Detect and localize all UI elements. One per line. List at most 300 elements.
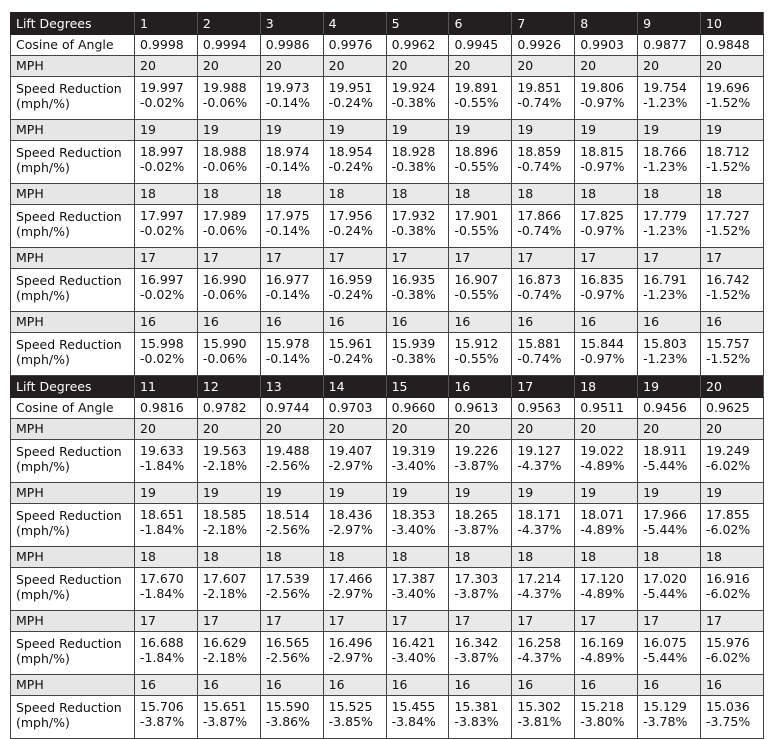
mph-value-cell: 20 — [260, 56, 323, 77]
reduction-percent-value: -0.06% — [202, 95, 248, 110]
reduced-speed-value: 15.525 — [328, 699, 373, 714]
reduced-speed-value: 16.959 — [328, 272, 373, 287]
speed-reduction-cell — [197, 696, 260, 739]
mph-value-cell: 19 — [638, 483, 701, 504]
reduced-speed-value: 17.901 — [454, 208, 499, 223]
speed-reduction-cell — [197, 568, 260, 611]
speed-reduction-cell — [512, 504, 575, 547]
mph-value-cell: 17 — [512, 248, 575, 269]
mph-value-cell: 18 — [260, 547, 323, 568]
reduced-speed-value: 15.381 — [454, 699, 499, 714]
speed-reduction-cell — [386, 696, 449, 739]
mph-row — [11, 483, 764, 504]
mph-value-cell: 19 — [197, 483, 260, 504]
speed-reduction-cell — [260, 205, 323, 248]
reduction-percent-value: -1.52% — [706, 159, 751, 174]
mph-label: MPH — [11, 248, 135, 269]
reduction-percent-value: -0.97% — [580, 95, 625, 110]
speed-reduction-table-wrapper — [10, 12, 764, 739]
reduced-speed-value: 15.455 — [391, 699, 436, 714]
speed-reduction-cell — [512, 696, 575, 739]
reduced-speed-value: 19.633 — [140, 443, 184, 458]
mph-value-cell: 20 — [135, 56, 198, 77]
reduction-percent-value: -3.40% — [391, 650, 436, 665]
reduction-percent-value: -1.52% — [706, 223, 751, 238]
mph-value-cell: 18 — [260, 184, 323, 205]
speed-reduction-row — [11, 77, 764, 120]
mph-label: MPH — [11, 184, 135, 205]
reduction-percent-value: -2.18% — [202, 650, 248, 665]
speed-reduction-cell — [197, 141, 260, 184]
reduction-percent-value: -3.87% — [454, 586, 499, 601]
speed-reduction-cell — [449, 504, 512, 547]
reduced-speed-value: 19.997 — [140, 80, 184, 95]
mph-value-cell: 18 — [135, 184, 198, 205]
mph-value-cell: 16 — [197, 675, 260, 696]
reduction-percent-value: -3.78% — [643, 714, 688, 729]
speed-reduction-row — [11, 269, 764, 312]
speed-reduction-cell — [638, 77, 701, 120]
reduction-percent-value: -3.87% — [140, 714, 185, 729]
reduced-speed-value: 18.954 — [328, 144, 373, 159]
reduction-percent-value: -0.97% — [580, 351, 625, 366]
reduced-speed-value: 15.590 — [265, 699, 310, 714]
cosine-value-cell: 0.9816 — [135, 398, 198, 419]
reduced-speed-value: 18.651 — [140, 507, 184, 522]
degree-header-cell: 16 — [449, 376, 512, 398]
reduction-percent-value: -3.87% — [454, 458, 499, 473]
speed-reduction-cell — [323, 269, 386, 312]
speed-reduction-label-line: Speed Reduction — [16, 572, 122, 587]
mph-value-cell: 18 — [197, 184, 260, 205]
cosine-value-cell: 0.9625 — [701, 398, 764, 419]
mph-value-cell: 19 — [260, 483, 323, 504]
speed-reduction-label-line: (mph/%) — [16, 459, 70, 474]
reduced-speed-value: 15.129 — [643, 699, 687, 714]
reduction-percent-value: -2.97% — [328, 522, 373, 537]
mph-value-cell: 19 — [512, 483, 575, 504]
mph-value-cell: 17 — [701, 611, 764, 632]
degree-header-cell: 1 — [135, 13, 198, 35]
reduction-percent-value: -3.83% — [454, 714, 499, 729]
degree-header-cell: 3 — [260, 13, 323, 35]
speed-reduction-label-line: (mph/%) — [16, 352, 70, 367]
mph-value-cell: 20 — [575, 419, 638, 440]
degree-header-cell: 18 — [575, 376, 638, 398]
cosine-value-cell: 0.9998 — [135, 35, 198, 56]
speed-reduction-cell — [323, 440, 386, 483]
reduced-speed-value: 16.629 — [202, 635, 247, 650]
degree-header-cell: 9 — [638, 13, 701, 35]
mph-value-cell: 19 — [449, 483, 512, 504]
reduced-speed-value: 16.791 — [643, 272, 687, 287]
mph-value-cell: 17 — [449, 611, 512, 632]
speed-reduction-cell — [135, 205, 198, 248]
cosine-value-cell: 0.9511 — [575, 398, 638, 419]
speed-reduction-cell — [197, 333, 260, 376]
mph-value-cell: 18 — [575, 547, 638, 568]
speed-reduction-cell — [323, 504, 386, 547]
reduced-speed-value: 15.939 — [391, 336, 436, 351]
mph-value-cell: 17 — [135, 248, 198, 269]
reduced-speed-value: 17.975 — [265, 208, 310, 223]
reduction-percent-value: -5.44% — [643, 586, 688, 601]
mph-value-cell: 18 — [512, 547, 575, 568]
speed-reduction-label-line: Speed Reduction — [16, 700, 122, 715]
reduced-speed-value: 16.496 — [328, 635, 373, 650]
speed-reduction-row — [11, 333, 764, 376]
mph-value-cell: 20 — [386, 419, 449, 440]
mph-value-cell: 19 — [197, 120, 260, 141]
mph-value-cell: 18 — [386, 547, 449, 568]
reduced-speed-value: 17.779 — [643, 208, 687, 223]
reduction-percent-value: -2.18% — [202, 522, 248, 537]
speed-reduction-label — [11, 696, 135, 739]
mph-row — [11, 419, 764, 440]
degree-header-cell: 2 — [197, 13, 260, 35]
reduced-speed-value: 16.835 — [580, 272, 624, 287]
reduced-speed-value: 15.881 — [517, 336, 562, 351]
degree-header-cell: 19 — [638, 376, 701, 398]
reduced-speed-value: 19.226 — [454, 443, 499, 458]
mph-value-cell: 16 — [386, 675, 449, 696]
reduced-speed-value: 19.754 — [643, 80, 687, 95]
speed-reduction-label-line: (mph/%) — [16, 224, 70, 239]
reduced-speed-value: 19.851 — [517, 80, 562, 95]
reduced-speed-value: 15.218 — [580, 699, 624, 714]
speed-reduction-label-line: Speed Reduction — [16, 636, 122, 651]
reduced-speed-value: 18.928 — [391, 144, 436, 159]
speed-reduction-label — [11, 269, 135, 312]
mph-label: MPH — [11, 312, 135, 333]
reduced-speed-value: 15.990 — [202, 336, 247, 351]
cosine-value-cell: 0.9926 — [512, 35, 575, 56]
speed-reduction-cell — [386, 568, 449, 611]
speed-reduction-cell — [323, 77, 386, 120]
speed-reduction-cell — [135, 696, 198, 739]
speed-reduction-cell — [575, 205, 638, 248]
speed-reduction-cell — [701, 440, 764, 483]
speed-reduction-cell — [135, 141, 198, 184]
reduced-speed-value: 16.873 — [517, 272, 562, 287]
mph-row — [11, 547, 764, 568]
speed-reduction-label-line: Speed Reduction — [16, 508, 122, 523]
speed-reduction-cell — [323, 632, 386, 675]
speed-reduction-label — [11, 504, 135, 547]
mph-value-cell: 20 — [449, 56, 512, 77]
speed-reduction-cell — [323, 696, 386, 739]
cosine-value-cell: 0.9744 — [260, 398, 323, 419]
reduction-percent-value: -1.52% — [706, 351, 751, 366]
reduction-percent-value: -0.74% — [517, 351, 562, 366]
reduced-speed-value: 16.342 — [454, 635, 499, 650]
mph-value-cell: 16 — [701, 312, 764, 333]
cosine-value-cell: 0.9703 — [323, 398, 386, 419]
speed-reduction-cell — [575, 333, 638, 376]
reduced-speed-value: 19.806 — [580, 80, 624, 95]
cosine-value-cell: 0.9877 — [638, 35, 701, 56]
mph-label: MPH — [11, 56, 135, 77]
reduction-percent-value: -3.75% — [706, 714, 751, 729]
cosine-value-cell: 0.9945 — [449, 35, 512, 56]
cosine-value-cell: 0.9613 — [449, 398, 512, 419]
reduced-speed-value: 16.421 — [391, 635, 436, 650]
reduced-speed-value: 15.302 — [517, 699, 562, 714]
speed-reduction-cell — [512, 205, 575, 248]
speed-reduction-cell — [575, 504, 638, 547]
mph-value-cell: 17 — [386, 248, 449, 269]
speed-reduction-cell — [638, 440, 701, 483]
speed-reduction-cell — [449, 205, 512, 248]
speed-reduction-cell — [386, 440, 449, 483]
reduction-percent-value: -0.74% — [517, 159, 562, 174]
reduced-speed-value: 18.071 — [580, 507, 624, 522]
reduced-speed-value: 18.171 — [517, 507, 562, 522]
mph-value-cell: 20 — [323, 419, 386, 440]
mph-value-cell: 20 — [323, 56, 386, 77]
speed-reduction-cell — [135, 77, 198, 120]
speed-reduction-row — [11, 632, 764, 675]
mph-value-cell: 18 — [575, 184, 638, 205]
speed-reduction-cell — [135, 504, 198, 547]
reduced-speed-value: 19.696 — [706, 80, 750, 95]
mph-value-cell: 16 — [638, 312, 701, 333]
reduced-speed-value: 18.766 — [643, 144, 687, 159]
mph-value-cell: 20 — [701, 56, 764, 77]
reduced-speed-value: 15.651 — [202, 699, 247, 714]
mph-value-cell: 19 — [449, 120, 512, 141]
reduction-percent-value: -6.02% — [706, 522, 751, 537]
reduction-percent-value: -5.44% — [643, 650, 688, 665]
reduction-percent-value: -4.37% — [517, 522, 562, 537]
speed-reduction-cell — [638, 696, 701, 739]
reduced-speed-value: 17.956 — [328, 208, 373, 223]
mph-label: MPH — [11, 675, 135, 696]
speed-reduction-cell — [386, 141, 449, 184]
reduced-speed-value: 17.466 — [328, 571, 373, 586]
mph-value-cell: 16 — [575, 675, 638, 696]
reduced-speed-value: 17.120 — [580, 571, 624, 586]
speed-reduction-label — [11, 333, 135, 376]
table-body — [11, 13, 764, 739]
mph-row — [11, 120, 764, 141]
reduced-speed-value: 17.387 — [391, 571, 436, 586]
mph-row — [11, 675, 764, 696]
mph-value-cell: 18 — [701, 547, 764, 568]
speed-reduction-cell — [197, 440, 260, 483]
speed-reduction-label-line: Speed Reduction — [16, 145, 122, 160]
reduction-percent-value: -1.23% — [643, 351, 688, 366]
reduced-speed-value: 16.075 — [643, 635, 687, 650]
speed-reduction-cell — [638, 568, 701, 611]
reduced-speed-value: 18.997 — [140, 144, 184, 159]
mph-value-cell: 16 — [512, 675, 575, 696]
mph-value-cell: 17 — [323, 611, 386, 632]
reduced-speed-value: 19.488 — [265, 443, 310, 458]
reduced-speed-value: 19.249 — [706, 443, 750, 458]
reduced-speed-value: 15.036 — [706, 699, 750, 714]
reduction-percent-value: -4.89% — [580, 586, 625, 601]
reduction-percent-value: -1.84% — [140, 586, 185, 601]
mph-label: MPH — [11, 547, 135, 568]
reduction-percent-value: -1.23% — [643, 287, 688, 302]
mph-value-cell: 19 — [512, 120, 575, 141]
speed-reduction-cell — [260, 440, 323, 483]
reduced-speed-value: 17.932 — [391, 208, 436, 223]
reduction-percent-value: -6.02% — [706, 586, 751, 601]
mph-value-cell: 17 — [197, 248, 260, 269]
speed-reduction-label-line: (mph/%) — [16, 160, 70, 175]
speed-reduction-label — [11, 568, 135, 611]
reduced-speed-value: 19.319 — [391, 443, 436, 458]
reduction-percent-value: -2.56% — [265, 458, 311, 473]
mph-row — [11, 184, 764, 205]
mph-value-cell: 16 — [323, 312, 386, 333]
mph-value-cell: 16 — [638, 675, 701, 696]
cosine-label: Cosine of Angle — [11, 35, 135, 56]
speed-reduction-cell — [135, 568, 198, 611]
cosine-value-cell: 0.9986 — [260, 35, 323, 56]
reduced-speed-value: 15.998 — [140, 336, 184, 351]
mph-value-cell: 18 — [701, 184, 764, 205]
speed-reduction-cell — [575, 141, 638, 184]
mph-value-cell: 19 — [386, 120, 449, 141]
reduction-percent-value: -4.37% — [517, 458, 562, 473]
mph-value-cell: 16 — [512, 312, 575, 333]
reduced-speed-value: 16.565 — [265, 635, 310, 650]
reduced-speed-value: 18.815 — [580, 144, 624, 159]
speed-reduction-label — [11, 632, 135, 675]
reduced-speed-value: 19.563 — [202, 443, 247, 458]
reduced-speed-value: 16.907 — [454, 272, 499, 287]
reduction-percent-value: -0.97% — [580, 159, 625, 174]
speed-reduction-cell — [701, 141, 764, 184]
reduction-percent-value: -1.23% — [643, 95, 688, 110]
reduction-percent-value: -0.06% — [202, 223, 248, 238]
mph-value-cell: 17 — [386, 611, 449, 632]
degree-header-cell: 20 — [701, 376, 764, 398]
reduction-percent-value: -2.56% — [265, 522, 311, 537]
speed-reduction-cell — [512, 333, 575, 376]
reduction-percent-value: -2.97% — [328, 458, 373, 473]
mph-value-cell: 17 — [449, 248, 512, 269]
speed-reduction-cell — [449, 568, 512, 611]
speed-reduction-cell — [449, 696, 512, 739]
degree-header-cell: 4 — [323, 13, 386, 35]
reduced-speed-value: 17.539 — [265, 571, 310, 586]
speed-reduction-cell — [449, 632, 512, 675]
speed-reduction-label-line: Speed Reduction — [16, 444, 122, 459]
speed-reduction-row — [11, 440, 764, 483]
reduced-speed-value: 17.966 — [643, 507, 687, 522]
speed-reduction-cell — [386, 269, 449, 312]
reduction-percent-value: -2.18% — [202, 458, 248, 473]
reduced-speed-value: 16.742 — [706, 272, 750, 287]
mph-value-cell: 18 — [638, 547, 701, 568]
mph-label: MPH — [11, 419, 135, 440]
reduction-percent-value: -3.40% — [391, 522, 436, 537]
reduction-percent-value: -1.23% — [643, 159, 688, 174]
mph-value-cell: 16 — [260, 312, 323, 333]
cosine-value-cell: 0.9782 — [197, 398, 260, 419]
speed-reduction-cell — [638, 141, 701, 184]
cosine-value-cell: 0.9903 — [575, 35, 638, 56]
reduction-percent-value: -1.84% — [140, 458, 185, 473]
speed-reduction-cell — [449, 333, 512, 376]
mph-value-cell: 20 — [638, 56, 701, 77]
speed-reduction-cell — [701, 504, 764, 547]
reduction-percent-value: -3.80% — [580, 714, 625, 729]
mph-value-cell: 16 — [575, 312, 638, 333]
reduction-percent-value: -0.38% — [391, 223, 436, 238]
cosine-value-cell: 0.9456 — [638, 398, 701, 419]
speed-reduction-cell — [512, 77, 575, 120]
mph-value-cell: 18 — [638, 184, 701, 205]
speed-reduction-cell — [638, 632, 701, 675]
speed-reduction-cell — [386, 77, 449, 120]
speed-reduction-cell — [197, 269, 260, 312]
reduction-percent-value: -1.84% — [140, 650, 185, 665]
speed-reduction-label — [11, 77, 135, 120]
speed-reduction-cell — [386, 632, 449, 675]
degree-header-cell: 12 — [197, 376, 260, 398]
speed-reduction-cell — [701, 77, 764, 120]
speed-reduction-cell — [260, 632, 323, 675]
speed-reduction-cell — [135, 440, 198, 483]
lift-degrees-label: Lift Degrees — [11, 13, 135, 35]
reduction-percent-value: -0.14% — [265, 287, 311, 302]
speed-reduction-cell — [575, 269, 638, 312]
degree-header-cell: 10 — [701, 13, 764, 35]
mph-value-cell: 19 — [638, 120, 701, 141]
mph-row — [11, 56, 764, 77]
reduction-percent-value: -0.55% — [454, 287, 499, 302]
reduction-percent-value: -0.74% — [517, 95, 562, 110]
mph-value-cell: 19 — [575, 120, 638, 141]
reduced-speed-value: 15.978 — [265, 336, 310, 351]
reduction-percent-value: -0.38% — [391, 287, 436, 302]
speed-reduction-cell — [197, 632, 260, 675]
reduced-speed-value: 15.706 — [140, 699, 184, 714]
mph-value-cell: 19 — [323, 120, 386, 141]
degree-header-cell: 17 — [512, 376, 575, 398]
speed-reduction-row — [11, 141, 764, 184]
degree-header-cell: 7 — [512, 13, 575, 35]
reduction-percent-value: -2.56% — [265, 650, 311, 665]
speed-reduction-row — [11, 504, 764, 547]
speed-reduction-cell — [135, 632, 198, 675]
speed-reduction-cell — [638, 333, 701, 376]
mph-value-cell: 20 — [638, 419, 701, 440]
mph-value-cell: 18 — [323, 184, 386, 205]
reduction-percent-value: -4.37% — [517, 650, 562, 665]
degree-header-cell: 11 — [135, 376, 198, 398]
reduced-speed-value: 19.951 — [328, 80, 373, 95]
mph-value-cell: 17 — [575, 611, 638, 632]
reduced-speed-value: 17.997 — [140, 208, 184, 223]
reduction-percent-value: -4.89% — [580, 522, 625, 537]
reduction-percent-value: -6.02% — [706, 458, 751, 473]
speed-reduction-cell — [135, 333, 198, 376]
mph-value-cell: 18 — [449, 547, 512, 568]
speed-reduction-label-line: (mph/%) — [16, 587, 70, 602]
reduction-percent-value: -3.84% — [391, 714, 436, 729]
reduced-speed-value: 17.866 — [517, 208, 562, 223]
reduced-speed-value: 16.990 — [202, 272, 247, 287]
degree-header-cell: 13 — [260, 376, 323, 398]
mph-value-cell: 20 — [386, 56, 449, 77]
reduction-percent-value: -0.06% — [202, 287, 248, 302]
